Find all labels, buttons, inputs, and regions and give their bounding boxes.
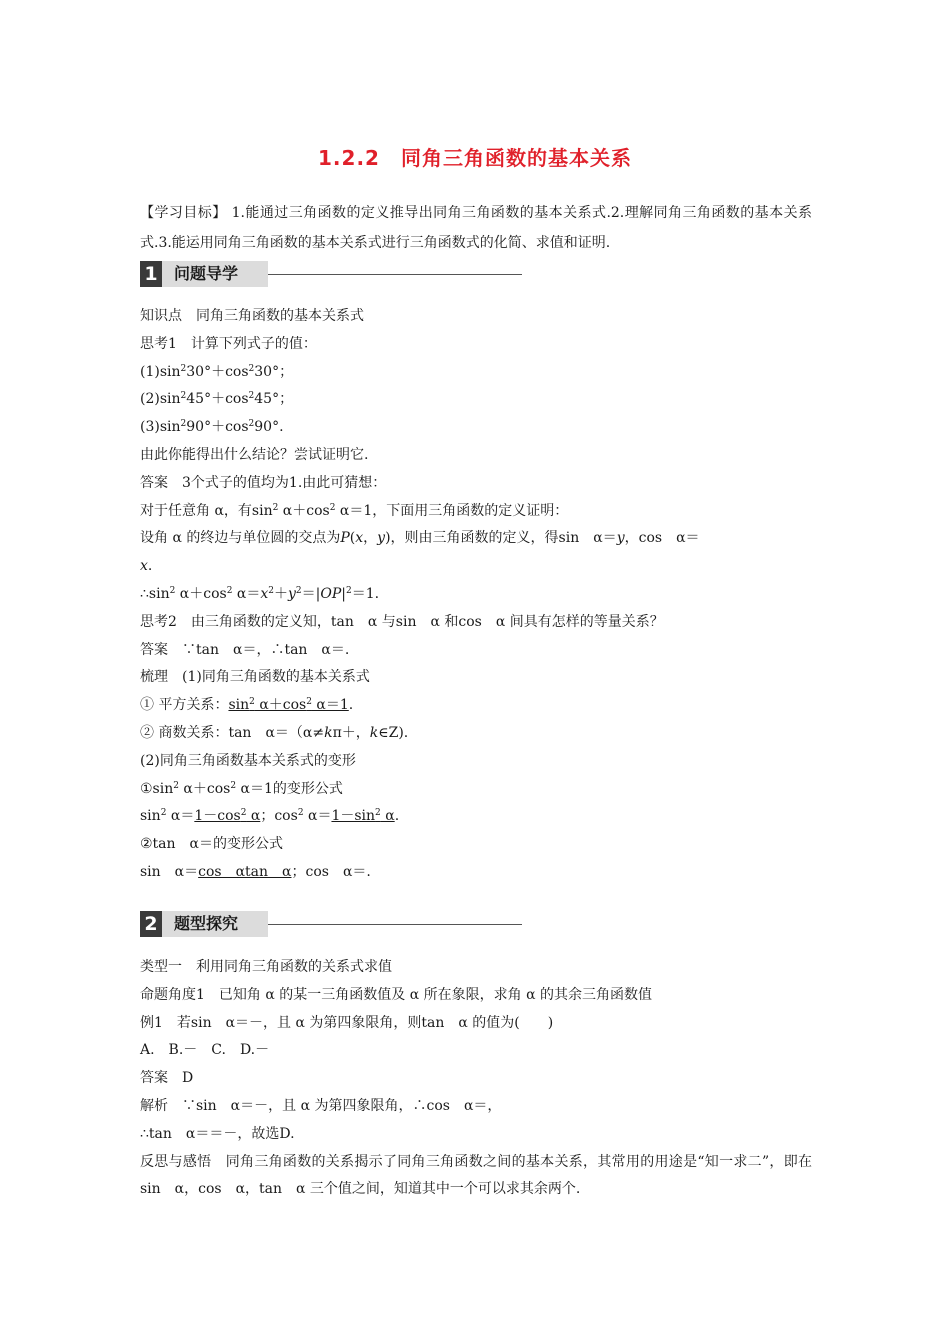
example-1: 例1 若sin α＝－，且 α 为第四象限角，则tan α 的值为( ) — [140, 1014, 554, 1031]
learning-goals — [140, 198, 812, 258]
section-rule — [268, 924, 522, 925]
think-1: 思考1 计算下列式子的值： — [140, 335, 317, 352]
reflection: 反思与感悟 同角三角函数的关系揭示了同角三角函数之间的基本关系，其常用的用途是“知一求二”，即在sin α，cos α，tan α 三个值之间，知道其中一个可以求其余两个. — [140, 1153, 812, 1198]
section-number: 2 — [140, 911, 162, 937]
think-1-item-3: $(3)\sin^290^\circ+\cos^290^\circ$. — [140, 419, 284, 436]
example-1-analysis-2: ∴tan α＝＝－，故选D. — [140, 1125, 295, 1142]
angle-1-heading: 命题角度1 已知角 α 的某一三角函数值及 α 所在象限，求角 α 的其余三角函数值 — [140, 986, 652, 1003]
section-label: 问题导学 — [162, 261, 268, 287]
proof-line-1: 对于任意角 α，有$\sin^2 \alpha+\cos^2$ α＝1，下面用三角函数的定义证明： — [140, 502, 569, 519]
example-1-analysis: 解析 ∵sin α＝－，且 α 为第四象限角，∴cos α＝， — [140, 1097, 502, 1114]
quotient-relation: ② 商数关系：tan α＝（α≠kπ＋，k∈Z). — [140, 724, 409, 741]
proof-line-4: $\therefore\sin^2$ $\alpha+\cos^2$ $\alpha=x^2+y^2=|OP|^2=1$. — [140, 585, 380, 602]
learning-goals-tag: 【学习目标】 — [140, 205, 227, 221]
example-1-options: A. B.－ C. D.－ — [140, 1042, 270, 1059]
proof-line-2: 设角 α 的终边与单位圆的交点为P(x，y)，则由三角函数的定义，得sin α＝y，cos α＝ — [140, 530, 700, 547]
variant-2-formula: sin α＝cos αtan α；cos α＝. — [140, 863, 371, 880]
variant-1-formula: $\sin^2 \alpha=1-\cos^2$ α；$\cos^2 \alpha=1-\sin^2$ α. — [140, 808, 400, 825]
think-1-item-1: $(1)\sin^230^\circ+\cos^230^\circ$； — [140, 363, 294, 380]
think-2-answer: 答案 ∵tan α＝，∴tan α＝. — [140, 641, 350, 658]
think-1-answer: 答案 3个式子的值均为1.由此可猜想： — [140, 474, 387, 491]
type-1-heading: 类型一 利用同角三角函数的关系式求值 — [140, 959, 392, 975]
summary-heading: 梳理 (1)同角三角函数的基本关系式 — [140, 669, 370, 686]
section-number: 1 — [140, 261, 162, 287]
example-1-answer: 答案 D — [140, 1070, 194, 1087]
knowledge-point: 知识点 同角三角函数的基本关系式 — [140, 308, 364, 324]
section-label: 题型探究 — [162, 911, 268, 937]
section-header-2 — [140, 911, 522, 939]
variants-heading: (2)同角三角函数基本关系式的变形 — [140, 752, 356, 769]
variant-2-heading: ②tan α＝的变形公式 — [140, 836, 283, 853]
page-title: 1.2.2 同角三角函数的基本关系 — [318, 146, 632, 170]
section-rule — [268, 274, 522, 275]
square-relation: ① 平方关系：$\sin^2 \alpha+\cos^2$ α＝1. — [140, 697, 354, 714]
think-1-question: 由此你能得出什么结论？尝试证明它. — [140, 446, 369, 463]
section-1-content — [140, 303, 812, 887]
variant-1-heading: $①\sin^2$ $\alpha+\cos^2$ α＝1的变形公式 — [140, 780, 343, 797]
think-2: 思考2 由三角函数的定义知，tan α 与sin α 和cos α 间具有怎样的等量关系？ — [140, 613, 664, 630]
think-1-item-2: $(2)\sin^245^\circ+\cos^245^\circ$； — [140, 391, 294, 408]
learning-goals-text: 1.能通过三角函数的定义推导出同角三角函数的基本关系式.2.理解同角三角函数的基本关系式.3.能运用同角三角函数的基本关系式进行三角函数式的化简、求值和证明. — [140, 205, 813, 251]
section-header-1 — [140, 261, 522, 289]
proof-line-3: x. — [140, 558, 153, 575]
section-2-content — [140, 954, 812, 1204]
